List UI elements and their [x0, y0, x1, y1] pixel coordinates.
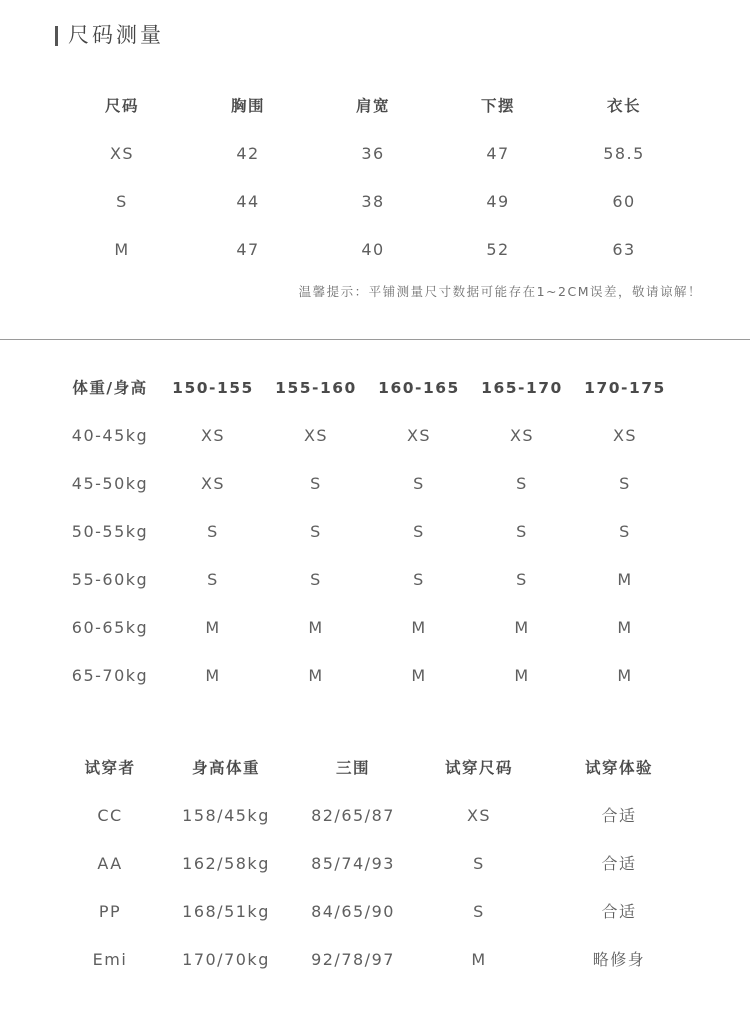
cell-height-170-175: M — [617, 666, 633, 685]
cell-size: XS — [109, 144, 135, 163]
cell-height-weight: 162/58kg — [182, 854, 270, 873]
cell-height-170-175: M — [617, 570, 633, 589]
cell-height-weight: 170/70kg — [182, 950, 270, 969]
cell-measurements: 85/74/93 — [311, 854, 395, 873]
cell-length: 63 — [612, 240, 636, 259]
cell-measurements: 92/78/97 — [311, 950, 395, 969]
cell-height-160-165: M — [411, 666, 427, 685]
cell-height-155-160: S — [310, 570, 322, 589]
cell-shoulder: 36 — [361, 144, 385, 163]
cell-fit-experience: 略修身 — [592, 950, 646, 969]
title-accent-bar — [55, 26, 58, 46]
cell-tester: AA — [97, 854, 123, 873]
cell-height-150-155: M — [205, 666, 221, 685]
cell-length: 60 — [612, 192, 636, 211]
header-height-165-170: 165-170 — [481, 379, 563, 397]
cell-height-170-175: XS — [612, 426, 638, 445]
cell-fit-experience: 合适 — [601, 854, 637, 873]
cell-tester: CC — [97, 806, 123, 825]
header-height-160-165: 160-165 — [378, 379, 460, 397]
cell-height-155-160: M — [308, 618, 324, 637]
header-weight: 体重/身高 — [72, 379, 148, 397]
cell-height-150-155: XS — [200, 474, 226, 493]
cell-height-150-155: M — [205, 618, 221, 637]
cell-weight: 45-50kg — [71, 474, 149, 493]
header-height-155-160: 155-160 — [275, 379, 357, 397]
cell-height-160-165: M — [411, 618, 427, 637]
cell-chest: 44 — [236, 192, 260, 211]
cell-tester: PP — [98, 902, 122, 921]
cell-hem: 52 — [486, 240, 510, 259]
cell-shoulder: 40 — [361, 240, 385, 259]
header-length: 衣长 — [606, 97, 641, 115]
section-divider — [0, 339, 750, 340]
cell-height-165-170: XS — [509, 426, 535, 445]
cell-height-weight: 158/45kg — [182, 806, 270, 825]
measurement-tip: 温馨提示：平铺测量尺寸数据可能存在1~2CM误差，敬请谅解！ — [298, 284, 702, 299]
cell-length: 58.5 — [603, 144, 645, 163]
cell-hem: 47 — [486, 144, 510, 163]
cell-measurements: 84/65/90 — [311, 902, 395, 921]
header-height-150-155: 150-155 — [172, 379, 254, 397]
cell-weight: 50-55kg — [71, 522, 149, 541]
cell-height-150-155: S — [207, 570, 219, 589]
cell-weight: 60-65kg — [71, 618, 149, 637]
section-title: 尺码测量 — [68, 23, 164, 47]
cell-height-170-175: S — [619, 474, 631, 493]
cell-fit-experience: 合适 — [601, 806, 637, 825]
cell-size: S — [116, 192, 128, 211]
cell-tried-size: S — [473, 902, 485, 921]
cell-tried-size: S — [473, 854, 485, 873]
cell-height-165-170: S — [516, 570, 528, 589]
cell-height-160-165: S — [413, 522, 425, 541]
header-tried-size: 试穿尺码 — [444, 759, 513, 777]
cell-height-155-160: S — [310, 474, 322, 493]
cell-hem: 49 — [486, 192, 510, 211]
cell-weight: 65-70kg — [71, 666, 149, 685]
cell-size: M — [114, 240, 130, 259]
cell-height-165-170: S — [516, 522, 528, 541]
header-chest: 胸围 — [230, 97, 265, 115]
cell-height-155-160: XS — [303, 426, 329, 445]
cell-height-150-155: XS — [200, 426, 226, 445]
header-hem: 下摆 — [480, 97, 515, 115]
cell-tried-size: M — [471, 950, 487, 969]
cell-tried-size: XS — [466, 806, 492, 825]
header-measurements: 三围 — [335, 759, 370, 777]
cell-height-160-165: S — [413, 570, 425, 589]
cell-height-165-170: M — [514, 666, 530, 685]
cell-height-170-175: S — [619, 522, 631, 541]
header-height-weight: 身高体重 — [191, 759, 260, 777]
cell-fit-experience: 合适 — [601, 902, 637, 921]
header-size: 尺码 — [104, 97, 139, 115]
cell-height-155-160: M — [308, 666, 324, 685]
cell-height-160-165: S — [413, 474, 425, 493]
cell-height-160-165: XS — [406, 426, 432, 445]
cell-height-155-160: S — [310, 522, 322, 541]
header-fit-experience: 试穿体验 — [584, 759, 653, 777]
cell-height-170-175: M — [617, 618, 633, 637]
cell-tester: Emi — [92, 950, 128, 969]
cell-height-weight: 168/51kg — [182, 902, 270, 921]
cell-measurements: 82/65/87 — [311, 806, 395, 825]
cell-height-150-155: S — [207, 522, 219, 541]
cell-height-165-170: S — [516, 474, 528, 493]
cell-weight: 55-60kg — [71, 570, 149, 589]
cell-height-165-170: M — [514, 618, 530, 637]
cell-shoulder: 38 — [361, 192, 385, 211]
cell-chest: 42 — [236, 144, 260, 163]
header-tester: 试穿者 — [84, 759, 136, 777]
cell-weight: 40-45kg — [71, 426, 149, 445]
cell-chest: 47 — [236, 240, 260, 259]
header-height-170-175: 170-175 — [584, 379, 666, 397]
header-shoulder: 肩宽 — [355, 97, 390, 115]
